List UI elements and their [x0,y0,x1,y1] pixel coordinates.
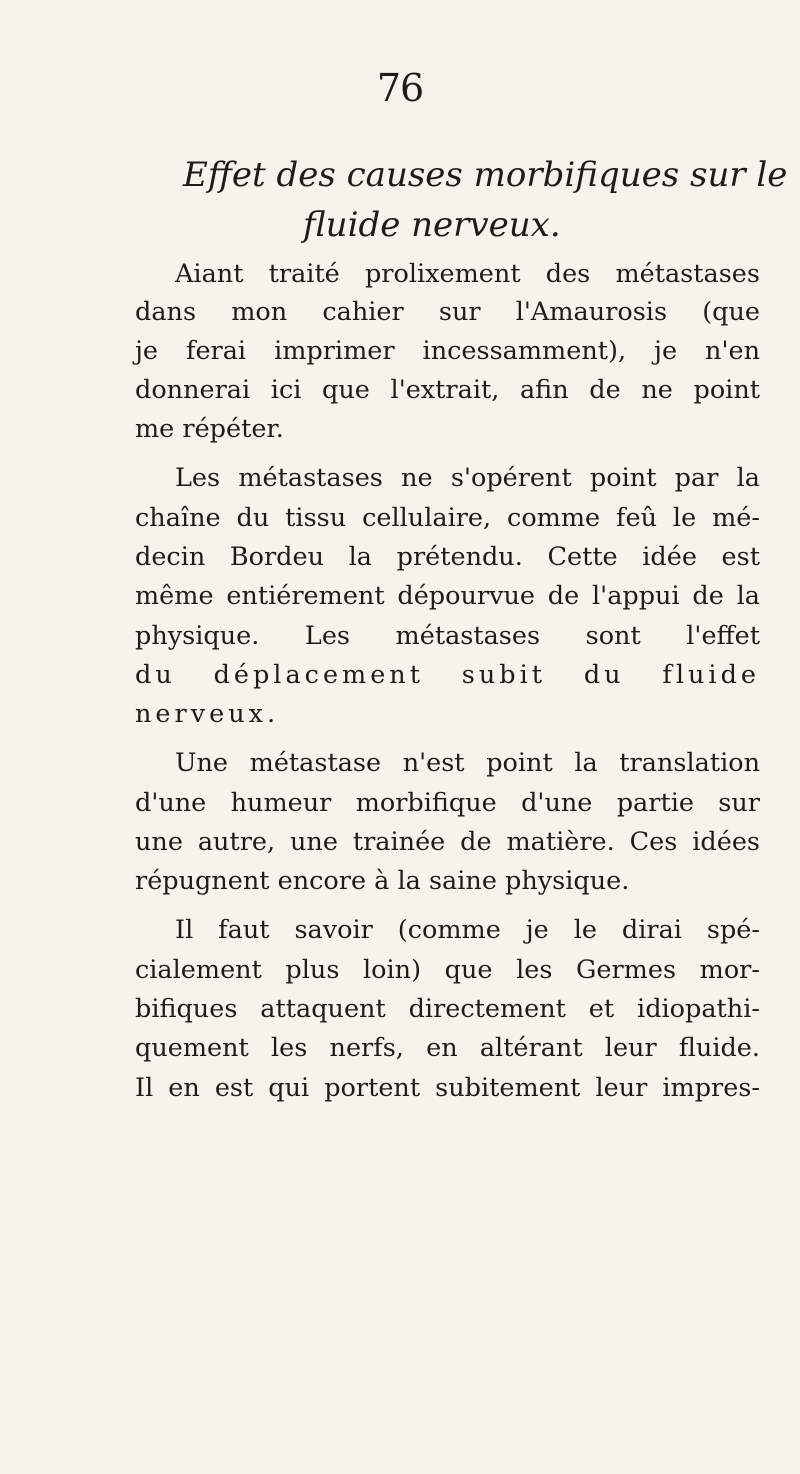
text-line: decin Bordeu la prétendu. Cette idée est [135,542,760,572]
text-line: dans mon cahier sur l'Amaurosis (que [135,297,760,327]
text-line: d'une humeur morbifique d'une partie sur [135,788,760,818]
text-line: Il faut savoir (comme je le dirai spé- [175,915,760,945]
text-line: Les métastases ne s'opérent point par la [175,463,760,493]
text-line: nerveux. [135,699,280,729]
text-line: Il en est qui portent subitement leur impres- [135,1073,760,1103]
text-line: une autre, une trainée de matière. Ces idées [135,827,760,857]
text-line: quement les nerfs, en altérant leur fluide. [135,1033,760,1063]
text-line: Une métastase n'est point la translation [175,748,760,778]
section-title-line-2: fluide nerveux. [303,205,561,245]
text-line: du déplacement subit du fluide [135,660,760,690]
text-line: donnerai ici que l'extrait, afin de ne point [135,375,760,405]
text-line: je ferai imprimer incessamment), je n'en [135,336,760,366]
text-line: me répéter. [135,414,284,444]
text-line: Aiant traité prolixement des métastases [175,259,760,289]
text-line: même entiérement dépourvue de l'appui de la [135,581,760,611]
page-number: 76 [376,66,424,110]
text-line: bifiques attaquent directement et idiopathi- [135,994,760,1024]
section-title-line-1: Effet des causes morbifiques sur le [183,155,788,195]
text-line: répugnent encore à la saine physique. [135,866,630,896]
text-line: cialement plus loin) que les Germes mor- [135,955,760,985]
text-line: chaîne du tissu cellulaire, comme feû le mé- [135,503,760,533]
text-line: physique. Les métastases sont l'effet [135,621,760,651]
